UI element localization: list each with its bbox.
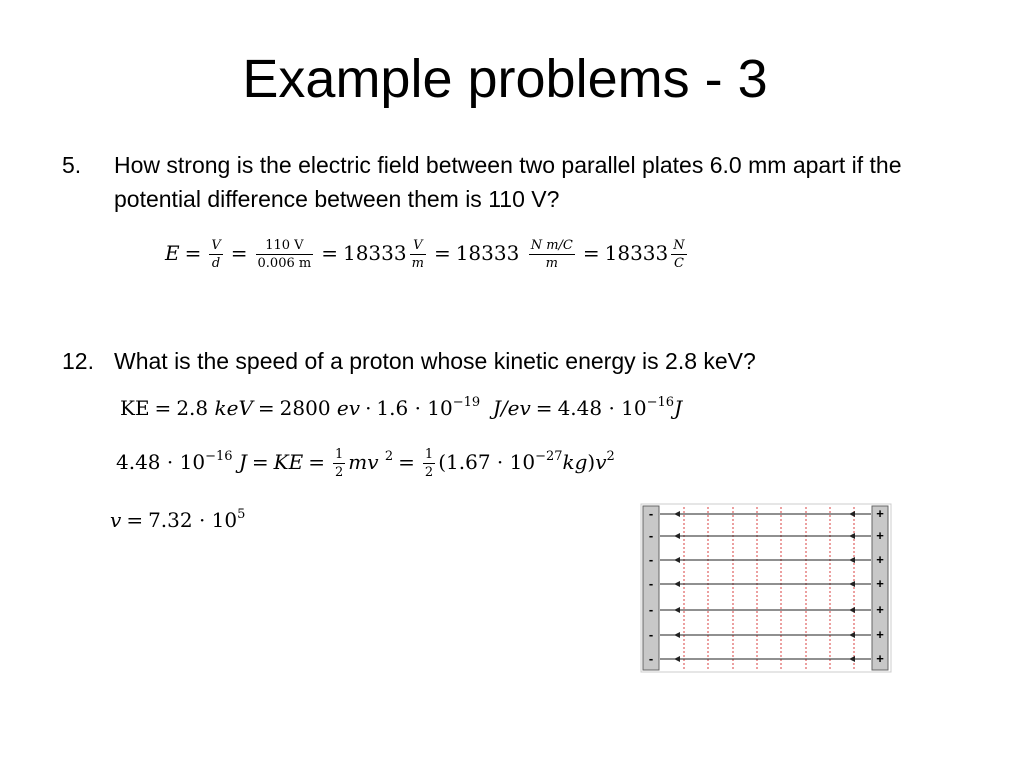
distance-denominator: 0.006 m	[257, 256, 312, 271]
problem-5	[62, 148, 982, 216]
m-unit-denominator: m	[411, 256, 424, 271]
proton-mass: (1.67 · 10	[438, 450, 536, 474]
half2-denominator: 2	[424, 465, 434, 480]
m-denominator: m	[545, 256, 558, 271]
negative-sign: -	[648, 651, 654, 666]
energy-joules: 4.48 · 10	[557, 396, 647, 420]
slide-title: Example problems - 3	[242, 49, 768, 109]
kg-unit: kg	[562, 450, 588, 474]
half-denominator: 2	[334, 465, 344, 480]
elementary-charge: 1.6 · 10	[376, 396, 453, 420]
exponent-5: 5	[237, 507, 246, 522]
v-per-m-fraction	[410, 238, 426, 271]
v-over-d-fraction	[209, 238, 222, 271]
squared-exponent: 2	[384, 449, 394, 464]
j-per-ev-unit: J/ev	[492, 396, 531, 420]
positive-sign: +	[876, 602, 884, 617]
squared-exponent-2: 2	[606, 449, 615, 464]
half-fraction	[333, 447, 345, 480]
half2-numerator: 1	[424, 447, 434, 462]
positive-sign: +	[876, 552, 884, 567]
problem-12	[62, 344, 982, 378]
half-numerator: 1	[334, 447, 344, 462]
negative-sign: -	[648, 506, 654, 521]
electric-field-diagram	[640, 503, 892, 673]
problem-12-number: 12.	[62, 348, 94, 374]
value-2800: 2800	[279, 396, 331, 420]
problem-5-number: 5.	[62, 152, 82, 178]
exponent-neg27: −27	[535, 449, 563, 464]
v-symbol: v	[595, 450, 607, 474]
ke-equation-line-1: KE = 2.8 keV = 2800 ev · $1.6 \cdot 10^{-19}$ $J/ev = 4.48 \cdot 10^{-16}J$	[120, 395, 683, 420]
result-value-1: 18333	[342, 241, 407, 265]
positive-sign: +	[876, 528, 884, 543]
v-numerator: V	[211, 238, 221, 253]
problem-12-question: What is the speed of a proton whose kinetic energy is 2.8 keV?	[114, 348, 756, 374]
j-unit: J	[674, 396, 683, 420]
ke-symbol: KE	[273, 450, 304, 474]
negative-sign: -	[648, 528, 654, 543]
problem-5-solution: E = $\frac{V}{d}$ = $\frac{110 V}{0.006 m}$ = 18333 $\frac{V}{m}$ = 18333 $\frac{\text{N m/C}}{m}$ = 18333 $\frac{N}{C}$	[165, 238, 685, 271]
j-unit-b: J	[238, 450, 247, 474]
ke-equation-line-2: $4.48 \cdot 10^{-16}$ J = KE = $\frac{1}{2}$ mv $^2$ = $\frac{1}{2}$ $(1.67 \cdot 10^{-27}kg)v^2$	[116, 447, 615, 480]
v-unit-numerator: V	[410, 238, 426, 255]
exponent-neg19: −19	[452, 395, 481, 410]
close-paren: )	[587, 450, 596, 474]
positive-sign: +	[876, 627, 884, 642]
problem-5-question: How strong is the electric field between two parallel plates 6.0 mm apart if the potential difference between them is 110 V?	[114, 152, 902, 212]
positive-sign: +	[876, 506, 884, 521]
voltage-numerator: 110 V	[256, 238, 314, 255]
ke-label: KE	[120, 396, 150, 420]
ev-unit: ev	[336, 396, 361, 420]
negative-sign: -	[648, 627, 654, 642]
nm-per-c-per-m-fraction	[529, 238, 575, 271]
result-value-2: 18333	[455, 241, 520, 265]
negative-sign: -	[648, 576, 654, 591]
v-result-symbol: v	[110, 508, 122, 532]
half-fraction-2	[423, 447, 435, 480]
d-denominator: d	[211, 256, 221, 271]
kev-unit: keV	[214, 396, 253, 420]
n-numerator: N	[673, 238, 685, 253]
speed-value: 7.32 · 10	[148, 508, 238, 532]
value-2-8: 2.8	[176, 396, 209, 420]
nmc-numerator: N m/C	[530, 238, 573, 253]
c-denominator: C	[673, 256, 684, 271]
negative-sign: -	[648, 552, 654, 567]
result-value-3: 18333	[604, 241, 669, 265]
energy-value: 4.48 · 10	[116, 450, 206, 474]
negative-sign: -	[648, 602, 654, 617]
value-fraction	[256, 238, 314, 271]
speed-result: $v = 7.32 \cdot 10^5$	[110, 507, 246, 532]
exponent-neg16-b: −16	[205, 449, 233, 464]
positive-sign: +	[876, 576, 884, 591]
e-symbol: E	[165, 241, 180, 265]
positive-sign: +	[876, 651, 884, 666]
exponent-neg16: −16	[646, 395, 675, 410]
mv-term: mv	[348, 450, 379, 474]
n-per-c-fraction	[671, 238, 686, 271]
